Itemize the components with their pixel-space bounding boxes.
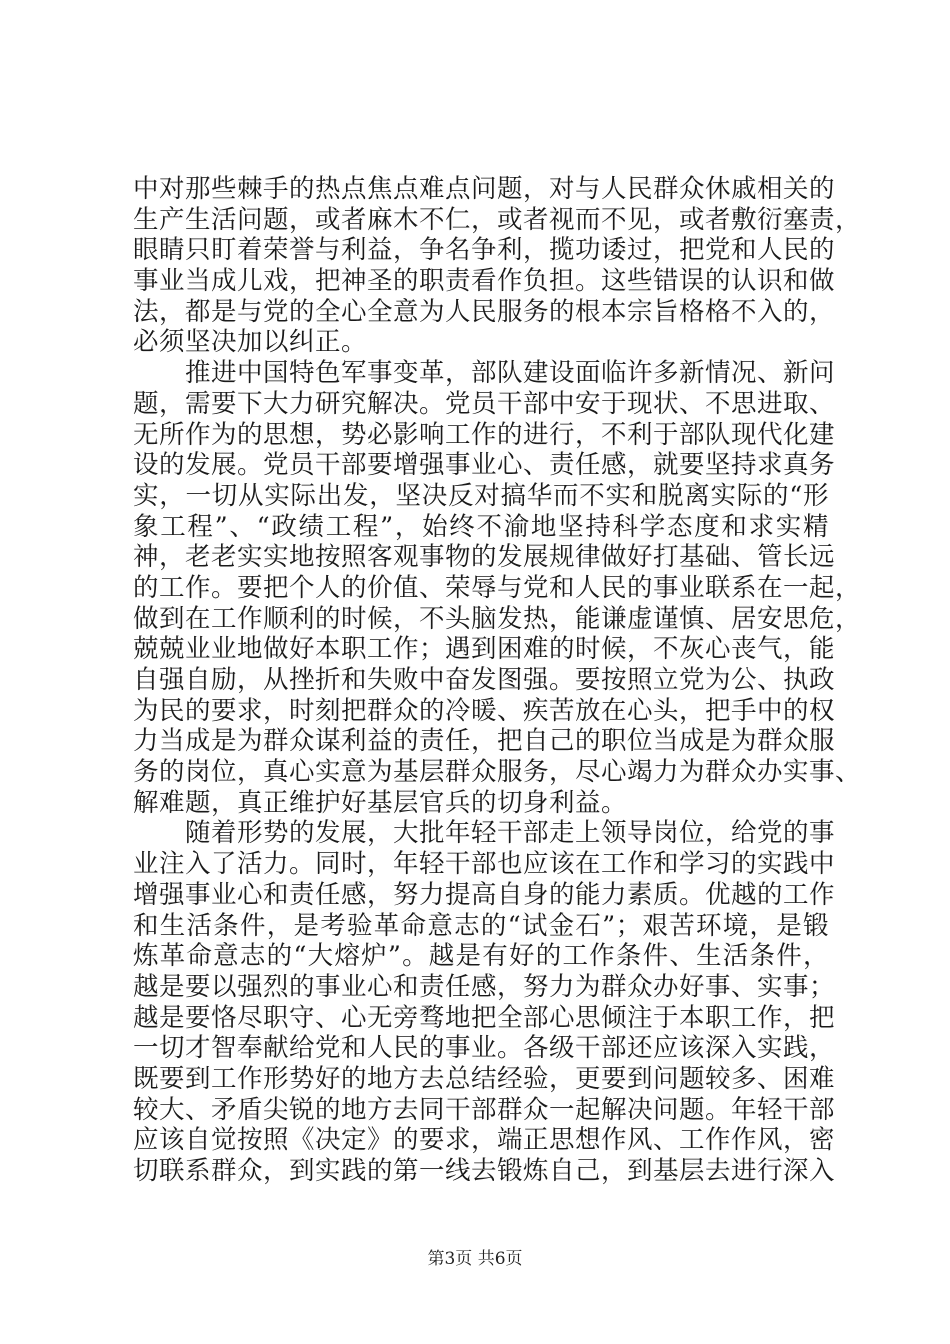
text-line: 切联系群众，到实践的第一线去锻炼自己，到基层去进行深入 bbox=[133, 1156, 836, 1186]
text-line: 应该自觉按照《决定》的要求，端正思想作风、工作作风，密 bbox=[133, 1125, 836, 1156]
text-line: 法，都是与党的全心全意为人民服务的根本宗旨格格不入的， bbox=[133, 296, 836, 327]
text-line: 既要到工作形势好的地方去总结经验，更要到问题较多、困难 bbox=[133, 1063, 836, 1094]
text-line: 越是要恪尽职守、心无旁骛地把全部心思倾注于本职工作，把 bbox=[133, 1002, 836, 1033]
text-line: 无所作为的思想，势必影响工作的进行，不利于部队现代化建 bbox=[133, 419, 836, 450]
text-line: 生产生活问题，或者麻木不仁，或者视而不见，或者敷衍塞责， bbox=[133, 204, 862, 235]
text-line: 眼睛只盯着荣誉与利益，争名争利，揽功诿过，把党和人民的 bbox=[133, 235, 836, 266]
text-line: 做到在工作顺利的时候，不头脑发热，能谦虚谨慎、居安思危， bbox=[133, 603, 862, 634]
text-line: 为民的要求，时刻把群众的冷暖、疾苦放在心头，把手中的权 bbox=[133, 695, 836, 726]
text-line: 神，老老实实地按照客观事物的发展规律做好打基础、管长远 bbox=[133, 542, 836, 573]
text-line: 炼革命意志的“大熔炉”。越是有好的工作条件、生活条件， bbox=[133, 941, 829, 972]
text-line: 实，一切从实际出发，坚决反对搞华而不实和脱离实际的“形 bbox=[133, 480, 829, 511]
text-line: 较大、矛盾尖锐的地方去同干部群众一起解决问题。年轻干部 bbox=[133, 1094, 836, 1125]
text-line: 增强事业心和责任感，努力提高自身的能力素质。优越的工作 bbox=[133, 879, 836, 910]
text-line: 推进中国特色军事变革，部队建设面临许多新情况、新问 bbox=[133, 358, 836, 389]
text-line: 象工程”、“政绩工程”，始终不渝地坚持科学态度和求实精 bbox=[133, 511, 829, 542]
text-line: 和生活条件，是考验革命意志的“试金石”；艰苦环境，是锻 bbox=[133, 910, 829, 941]
body-text bbox=[133, 174, 862, 1187]
text-line: 的工作。要把个人的价值、荣辱与党和人民的事业联系在一起， bbox=[133, 572, 862, 603]
text-line: 力当成是为群众谋利益的责任，把自己的职位当成是为群众服 bbox=[133, 726, 836, 757]
text-line: 业注入了活力。同时，年轻干部也应该在工作和学习的实践中 bbox=[133, 849, 836, 880]
text-line: 兢兢业业地做好本职工作；遇到困难的时候，不灰心丧气，能 bbox=[133, 634, 836, 665]
text-line: 事业当成儿戏，把神圣的职责看作负担。这些错误的认识和做 bbox=[133, 266, 836, 297]
text-line: 中对那些棘手的热点焦点难点问题，对与人民群众休戚相关的 bbox=[133, 174, 836, 204]
page-number-footer: 第3页 共6页 bbox=[427, 1249, 523, 1269]
text-line: 务的岗位，真心实意为基层群众服务，尽心竭力为群众办实事、 bbox=[133, 757, 862, 788]
text-line: 设的发展。党员干部要增强事业心、责任感，就要坚持求真务 bbox=[133, 450, 836, 481]
text-line: 自强自励，从挫折和失败中奋发图强。要按照立党为公、执政 bbox=[133, 665, 836, 695]
text-line: 必须坚决加以纠正。 bbox=[133, 327, 368, 358]
text-line: 解难题，真正维护好基层官兵的切身利益。 bbox=[133, 787, 628, 818]
text-line: 题，需要下大力研究解决。党员干部中安于现状、不思进取、 bbox=[133, 388, 836, 419]
text-line: 随着形势的发展，大批年轻干部走上领导岗位，给党的事 bbox=[133, 818, 836, 849]
text-line: 越是要以强烈的事业心和责任感，努力为群众办好事、实事； bbox=[133, 971, 836, 1002]
text-line: 一切才智奉献给党和人民的事业。各级干部还应该深入实践， bbox=[133, 1033, 836, 1064]
